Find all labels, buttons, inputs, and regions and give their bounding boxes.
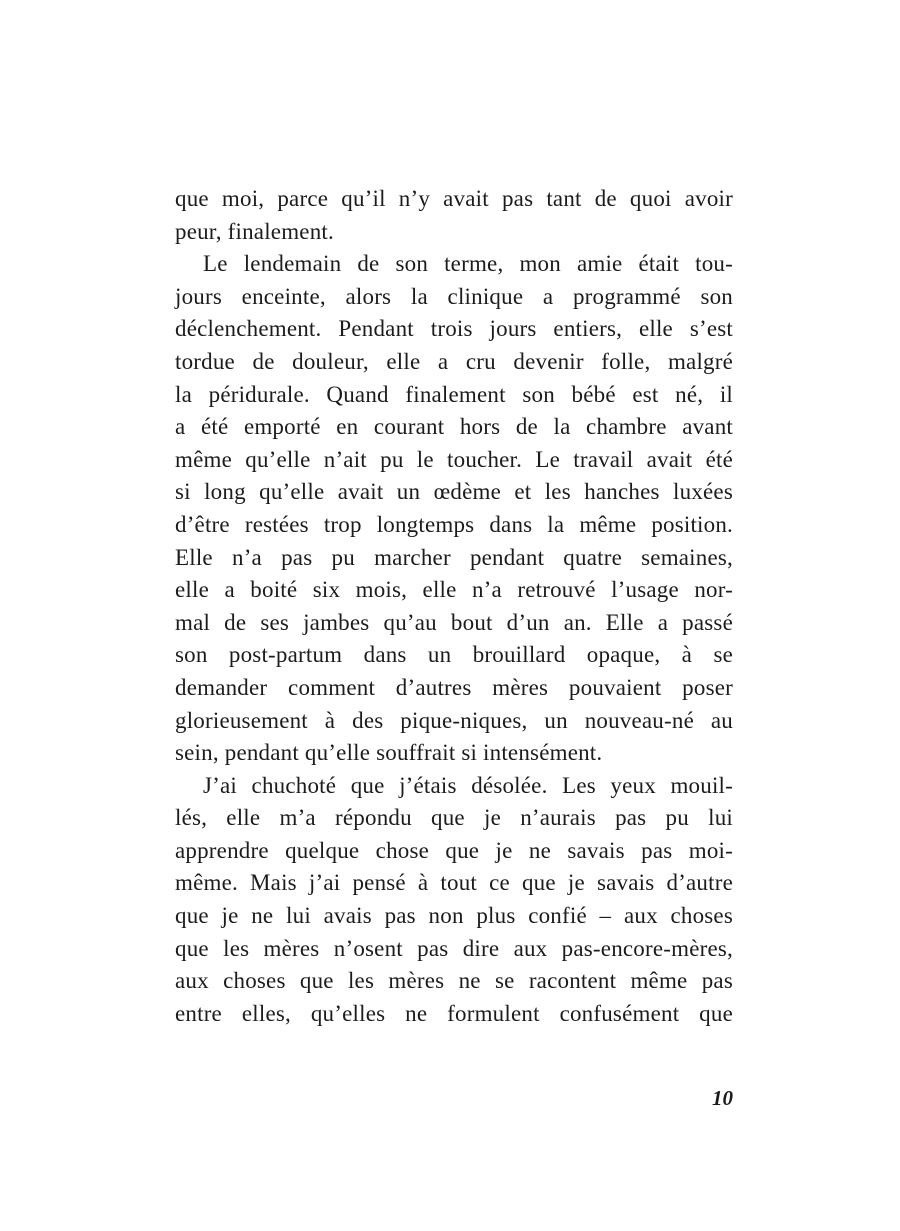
text-line: même qu’elle n’ait pu le toucher. Le travail avait été (175, 446, 733, 472)
text-line: peur, finalement. (175, 218, 334, 244)
page-number: 10 (712, 1086, 733, 1110)
text-line: que je ne lui avais pas non plus confié – aux choses (175, 903, 733, 929)
text-line: demander comment d’autres mères pouvaient poser (175, 674, 733, 700)
text-line: la péridurale. Quand finalement son bébé est né, il (175, 381, 733, 407)
text-line: tordue de douleur, elle a cru devenir folle, malgré (175, 348, 733, 374)
text-line: si long qu’elle avait un œdème et les hanches luxées (175, 479, 733, 505)
text-line: que les mères n’osent pas dire aux pas-encore-mères, (175, 935, 733, 961)
text-line: sein, pendant qu’elle souffrait si intensément. (175, 740, 603, 766)
text-line: jours enceinte, alors la clinique a programmé son (175, 283, 733, 309)
body-text-block (175, 183, 733, 1030)
text-line: lés, elle m’a répondu que je n’aurais pas pu lui (175, 805, 733, 831)
text-line: a été emporté en courant hors de la chambre avant (175, 414, 733, 440)
text-line: d’être restées trop longtemps dans la même position. (175, 511, 733, 537)
text-line: mal de ses jambes qu’au bout d’un an. Elle a passé (175, 609, 733, 635)
text-line: déclenchement. Pendant trois jours entiers, elle s’est (175, 316, 733, 342)
text-line: elle a boité six mois, elle n’a retrouvé l’usage nor- (175, 577, 733, 603)
text-line: Le lendemain de son terme, mon amie était tou- (203, 251, 733, 277)
text-line: glorieusement à des pique-niques, un nouveau-né au (175, 707, 733, 733)
text-line: J’ai chuchoté que j’étais désolée. Les yeux mouil- (203, 772, 733, 798)
text-line: son post-partum dans un brouillard opaque, à se (175, 642, 733, 668)
text-line: que moi, parce qu’il n’y avait pas tant de quoi avoir (175, 186, 733, 211)
text-line: même. Mais j’ai pensé à tout ce que je savais d’autre (175, 870, 733, 896)
text-line: apprendre quelque chose que je ne savais pas moi- (175, 837, 733, 863)
text-line: aux choses que les mères ne se racontent même pas (175, 968, 733, 994)
text-line: entre elles, qu’elles ne formulent confusément que (175, 1000, 733, 1026)
text-line: Elle n’a pas pu marcher pendant quatre semaines, (175, 544, 733, 570)
